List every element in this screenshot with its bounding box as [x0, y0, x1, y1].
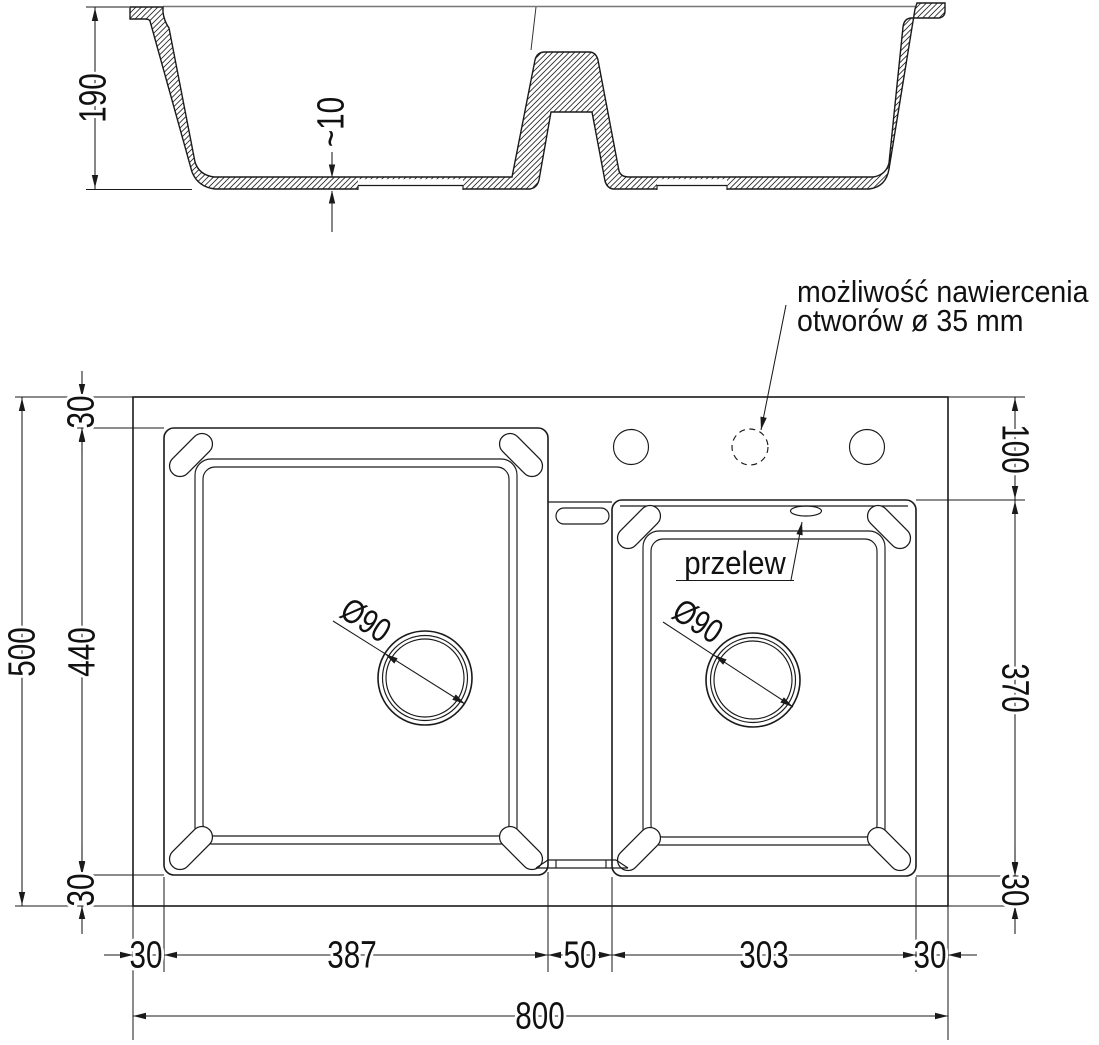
arrowhead [79, 906, 85, 919]
dim-row-widths [104, 934, 977, 976]
arrowhead [1012, 398, 1018, 411]
arrowhead [92, 175, 98, 188]
corner-chamfer [863, 501, 915, 553]
plan-view [1, 275, 1089, 1040]
corner-chamfer [165, 822, 217, 874]
drill-note-line2: otworów ø 35 mm [797, 303, 1024, 339]
arrowhead [758, 417, 767, 431]
dim-left-bowl-width-value: 387 [327, 933, 377, 977]
arrowhead [133, 1013, 146, 1019]
dim-rim-row-left-value: 30 [129, 933, 163, 977]
dim-overall-depth [1, 397, 43, 906]
dim-floor-thickness-value: ~10 [309, 96, 353, 148]
arrowhead [535, 952, 548, 958]
dim-rim-side-right-value: 30 [993, 873, 1037, 907]
arrowhead [79, 384, 85, 397]
dim-rim-bottom-left [60, 846, 102, 934]
arrowhead [1012, 501, 1018, 514]
dim-right-bowl-depth-value: 370 [993, 663, 1037, 713]
arrowhead [1012, 906, 1018, 919]
section-view [72, 3, 945, 232]
extension-lines [15, 397, 1025, 1040]
dim-section-depth-value: 190 [71, 73, 115, 123]
dim-rim-top-value: 30 [59, 395, 103, 429]
section-profile-hatched [130, 3, 945, 189]
dim-left-drain-value: Ø90 [333, 589, 399, 651]
arrowhead [19, 398, 25, 411]
left-bowl-rim [164, 428, 548, 875]
arrowhead [92, 8, 98, 21]
right-drain [706, 633, 800, 727]
arrowhead [19, 892, 25, 905]
arrowhead [164, 952, 177, 958]
dim-right-bowl-width-value: 303 [739, 933, 789, 977]
dim-overall-depth-value: 500 [0, 627, 44, 677]
dim-deck-depth-value: 100 [993, 424, 1037, 474]
dim-left-bowl-depth-value: 440 [60, 627, 104, 677]
sink-outline [133, 397, 948, 906]
overflow-label [676, 521, 805, 581]
dim-rim-row-right-value: 30 [913, 933, 947, 977]
arrowhead [79, 862, 85, 875]
dim-rim-bottom-left-value: 30 [59, 873, 103, 907]
left-bowl [164, 428, 548, 875]
dim-left-bowl-depth [61, 428, 103, 875]
arrowhead [935, 1013, 948, 1019]
arrowhead [329, 165, 335, 178]
arrowhead [1012, 486, 1018, 499]
dim-right-drain [663, 591, 795, 710]
left-drain [378, 631, 472, 725]
corner-chamfer [613, 501, 665, 553]
divider-deck [536, 502, 628, 868]
dim-overall-width [133, 995, 948, 1037]
dim-divider-width-value: 50 [563, 933, 597, 977]
tap-hole-right [850, 430, 885, 465]
overflow-hole [791, 506, 822, 516]
divider-back-edge [531, 7, 536, 50]
dim-right-bowl-depth [994, 500, 1036, 876]
corner-chamfer [613, 823, 665, 875]
underside-recess-right [657, 179, 727, 191]
drill-note-line1: możliwość nawiercenia [797, 274, 1089, 310]
tap-hole-left [614, 430, 649, 465]
corner-chamfer [495, 429, 547, 481]
dim-right-drain-value: Ø90 [665, 590, 731, 652]
corner-chamfer [165, 429, 217, 481]
dim-deck-depth [994, 397, 1036, 500]
arrowhead [612, 952, 625, 958]
arrowhead [548, 952, 561, 958]
underside-recess-left [358, 179, 463, 191]
corner-chamfer [863, 823, 915, 875]
arrowhead [796, 521, 805, 535]
arrowhead [599, 952, 612, 958]
arrowhead [79, 428, 85, 441]
arrowhead [329, 191, 335, 204]
dim-floor-thickness [310, 97, 352, 232]
dim-rim-side-right [994, 847, 1036, 934]
divider-step [556, 508, 609, 524]
overflow-label-text: przelew [684, 544, 786, 582]
arrowhead [948, 952, 961, 958]
dim-overall-width-value: 800 [515, 994, 565, 1038]
drill-note [758, 275, 1089, 431]
tap-hole-optional-dashed [732, 429, 768, 465]
left-bowl-floor-outer [195, 459, 517, 844]
